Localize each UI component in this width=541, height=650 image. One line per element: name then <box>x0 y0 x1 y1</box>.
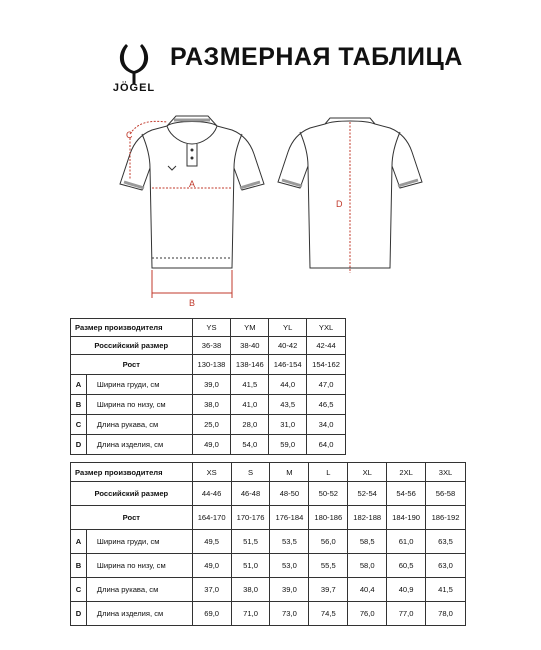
ru-size-label: Российский размер <box>71 337 193 355</box>
front-shirt-diagram <box>112 108 272 308</box>
row-letter: C <box>71 578 87 602</box>
height-cell: 154-162 <box>307 355 346 375</box>
row-label: Ширина груди, см <box>86 530 192 554</box>
row-letter: D <box>71 602 87 626</box>
label-c: C <box>126 130 133 140</box>
row-label: Длина изделия, см <box>86 602 192 626</box>
value-cell: 40,4 <box>348 578 387 602</box>
value-cell: 73,0 <box>270 602 309 626</box>
value-cell: 39,0 <box>270 578 309 602</box>
height-cell: 180-186 <box>309 506 348 530</box>
value-cell: 28,0 <box>231 415 269 435</box>
size-cell: M <box>270 463 309 482</box>
label-d: D <box>336 199 343 209</box>
size-cell: XS <box>192 463 231 482</box>
value-cell: 53,0 <box>270 554 309 578</box>
height-cell: 164-170 <box>192 506 231 530</box>
value-cell: 38,0 <box>231 578 270 602</box>
size-table-youth <box>70 318 346 455</box>
value-cell: 60,5 <box>387 554 426 578</box>
row-letter: D <box>71 435 87 455</box>
ru-size-label: Российский размер <box>71 482 193 506</box>
size-cell: S <box>231 463 270 482</box>
height-cell: 138-146 <box>231 355 269 375</box>
height-cell: 170-176 <box>231 506 270 530</box>
value-cell: 63,0 <box>426 554 466 578</box>
ru-size-cell: 52-54 <box>348 482 387 506</box>
value-cell: 76,0 <box>348 602 387 626</box>
row-letter: C <box>71 415 87 435</box>
value-cell: 64,0 <box>307 435 346 455</box>
row-label: Ширина груди, см <box>86 375 192 395</box>
value-cell: 34,0 <box>307 415 346 435</box>
height-label: Рост <box>71 355 193 375</box>
size-cell: YM <box>231 319 269 337</box>
value-cell: 44,0 <box>269 375 307 395</box>
size-cell: 2XL <box>387 463 426 482</box>
value-cell: 41,5 <box>231 375 269 395</box>
value-cell: 51,0 <box>231 554 270 578</box>
value-cell: 41,0 <box>231 395 269 415</box>
value-cell: 49,0 <box>192 554 231 578</box>
value-cell: 63,5 <box>426 530 466 554</box>
label-a: A <box>189 179 196 189</box>
height-cell: 146-154 <box>269 355 307 375</box>
height-label: Рост <box>71 506 193 530</box>
value-cell: 39,0 <box>192 375 231 395</box>
value-cell: 41,5 <box>426 578 466 602</box>
height-cell: 182-188 <box>348 506 387 530</box>
header-label: Размер производителя <box>71 463 193 482</box>
value-cell: 39,7 <box>309 578 348 602</box>
value-cell: 71,0 <box>231 602 270 626</box>
value-cell: 61,0 <box>387 530 426 554</box>
row-label: Ширина по низу, см <box>86 554 192 578</box>
height-cell: 186-192 <box>426 506 466 530</box>
back-shirt-diagram <box>270 108 430 298</box>
value-cell: 43,5 <box>269 395 307 415</box>
value-cell: 78,0 <box>426 602 466 626</box>
size-table-adult <box>70 462 466 626</box>
value-cell: 74,5 <box>309 602 348 626</box>
value-cell: 49,5 <box>192 530 231 554</box>
row-letter: A <box>71 530 87 554</box>
row-label: Длина рукава, см <box>86 415 192 435</box>
value-cell: 53,5 <box>270 530 309 554</box>
value-cell: 56,0 <box>309 530 348 554</box>
height-cell: 176-184 <box>270 506 309 530</box>
header-label: Размер производителя <box>71 319 193 337</box>
value-cell: 25,0 <box>192 415 231 435</box>
value-cell: 58,5 <box>348 530 387 554</box>
label-b: B <box>189 298 196 308</box>
brand-name: JÖGEL <box>112 82 156 94</box>
value-cell: 38,0 <box>192 395 231 415</box>
value-cell: 69,0 <box>192 602 231 626</box>
row-letter: A <box>71 375 87 395</box>
row-letter: B <box>71 395 87 415</box>
value-cell: 40,9 <box>387 578 426 602</box>
ru-size-cell: 42-44 <box>307 337 346 355</box>
row-label: Длина рукава, см <box>86 578 192 602</box>
size-cell: YXL <box>307 319 346 337</box>
ru-size-cell: 48-50 <box>270 482 309 506</box>
ru-size-cell: 46-48 <box>231 482 270 506</box>
ru-size-cell: 38-40 <box>231 337 269 355</box>
height-cell: 184-190 <box>387 506 426 530</box>
value-cell: 51,5 <box>231 530 270 554</box>
value-cell: 59,0 <box>269 435 307 455</box>
ru-size-cell: 56-58 <box>426 482 466 506</box>
value-cell: 47,0 <box>307 375 346 395</box>
value-cell: 49,0 <box>192 435 231 455</box>
row-label: Длина изделия, см <box>86 435 192 455</box>
value-cell: 54,0 <box>231 435 269 455</box>
value-cell: 77,0 <box>387 602 426 626</box>
value-cell: 37,0 <box>192 578 231 602</box>
ru-size-cell: 44-46 <box>192 482 231 506</box>
size-cell: YS <box>192 319 231 337</box>
size-cell: YL <box>269 319 307 337</box>
ru-size-cell: 50-52 <box>309 482 348 506</box>
height-cell: 130-138 <box>192 355 231 375</box>
value-cell: 55,5 <box>309 554 348 578</box>
value-cell: 31,0 <box>269 415 307 435</box>
value-cell: 46,5 <box>307 395 346 415</box>
size-cell: L <box>309 463 348 482</box>
value-cell: 58,0 <box>348 554 387 578</box>
ru-size-cell: 36-38 <box>192 337 231 355</box>
row-letter: B <box>71 554 87 578</box>
ru-size-cell: 54-56 <box>387 482 426 506</box>
size-cell: XL <box>348 463 387 482</box>
size-cell: 3XL <box>426 463 466 482</box>
page-title: РАЗМЕРНАЯ ТАБЛИЦА <box>170 43 463 71</box>
ru-size-cell: 40-42 <box>269 337 307 355</box>
row-label: Ширина по низу, см <box>86 395 192 415</box>
